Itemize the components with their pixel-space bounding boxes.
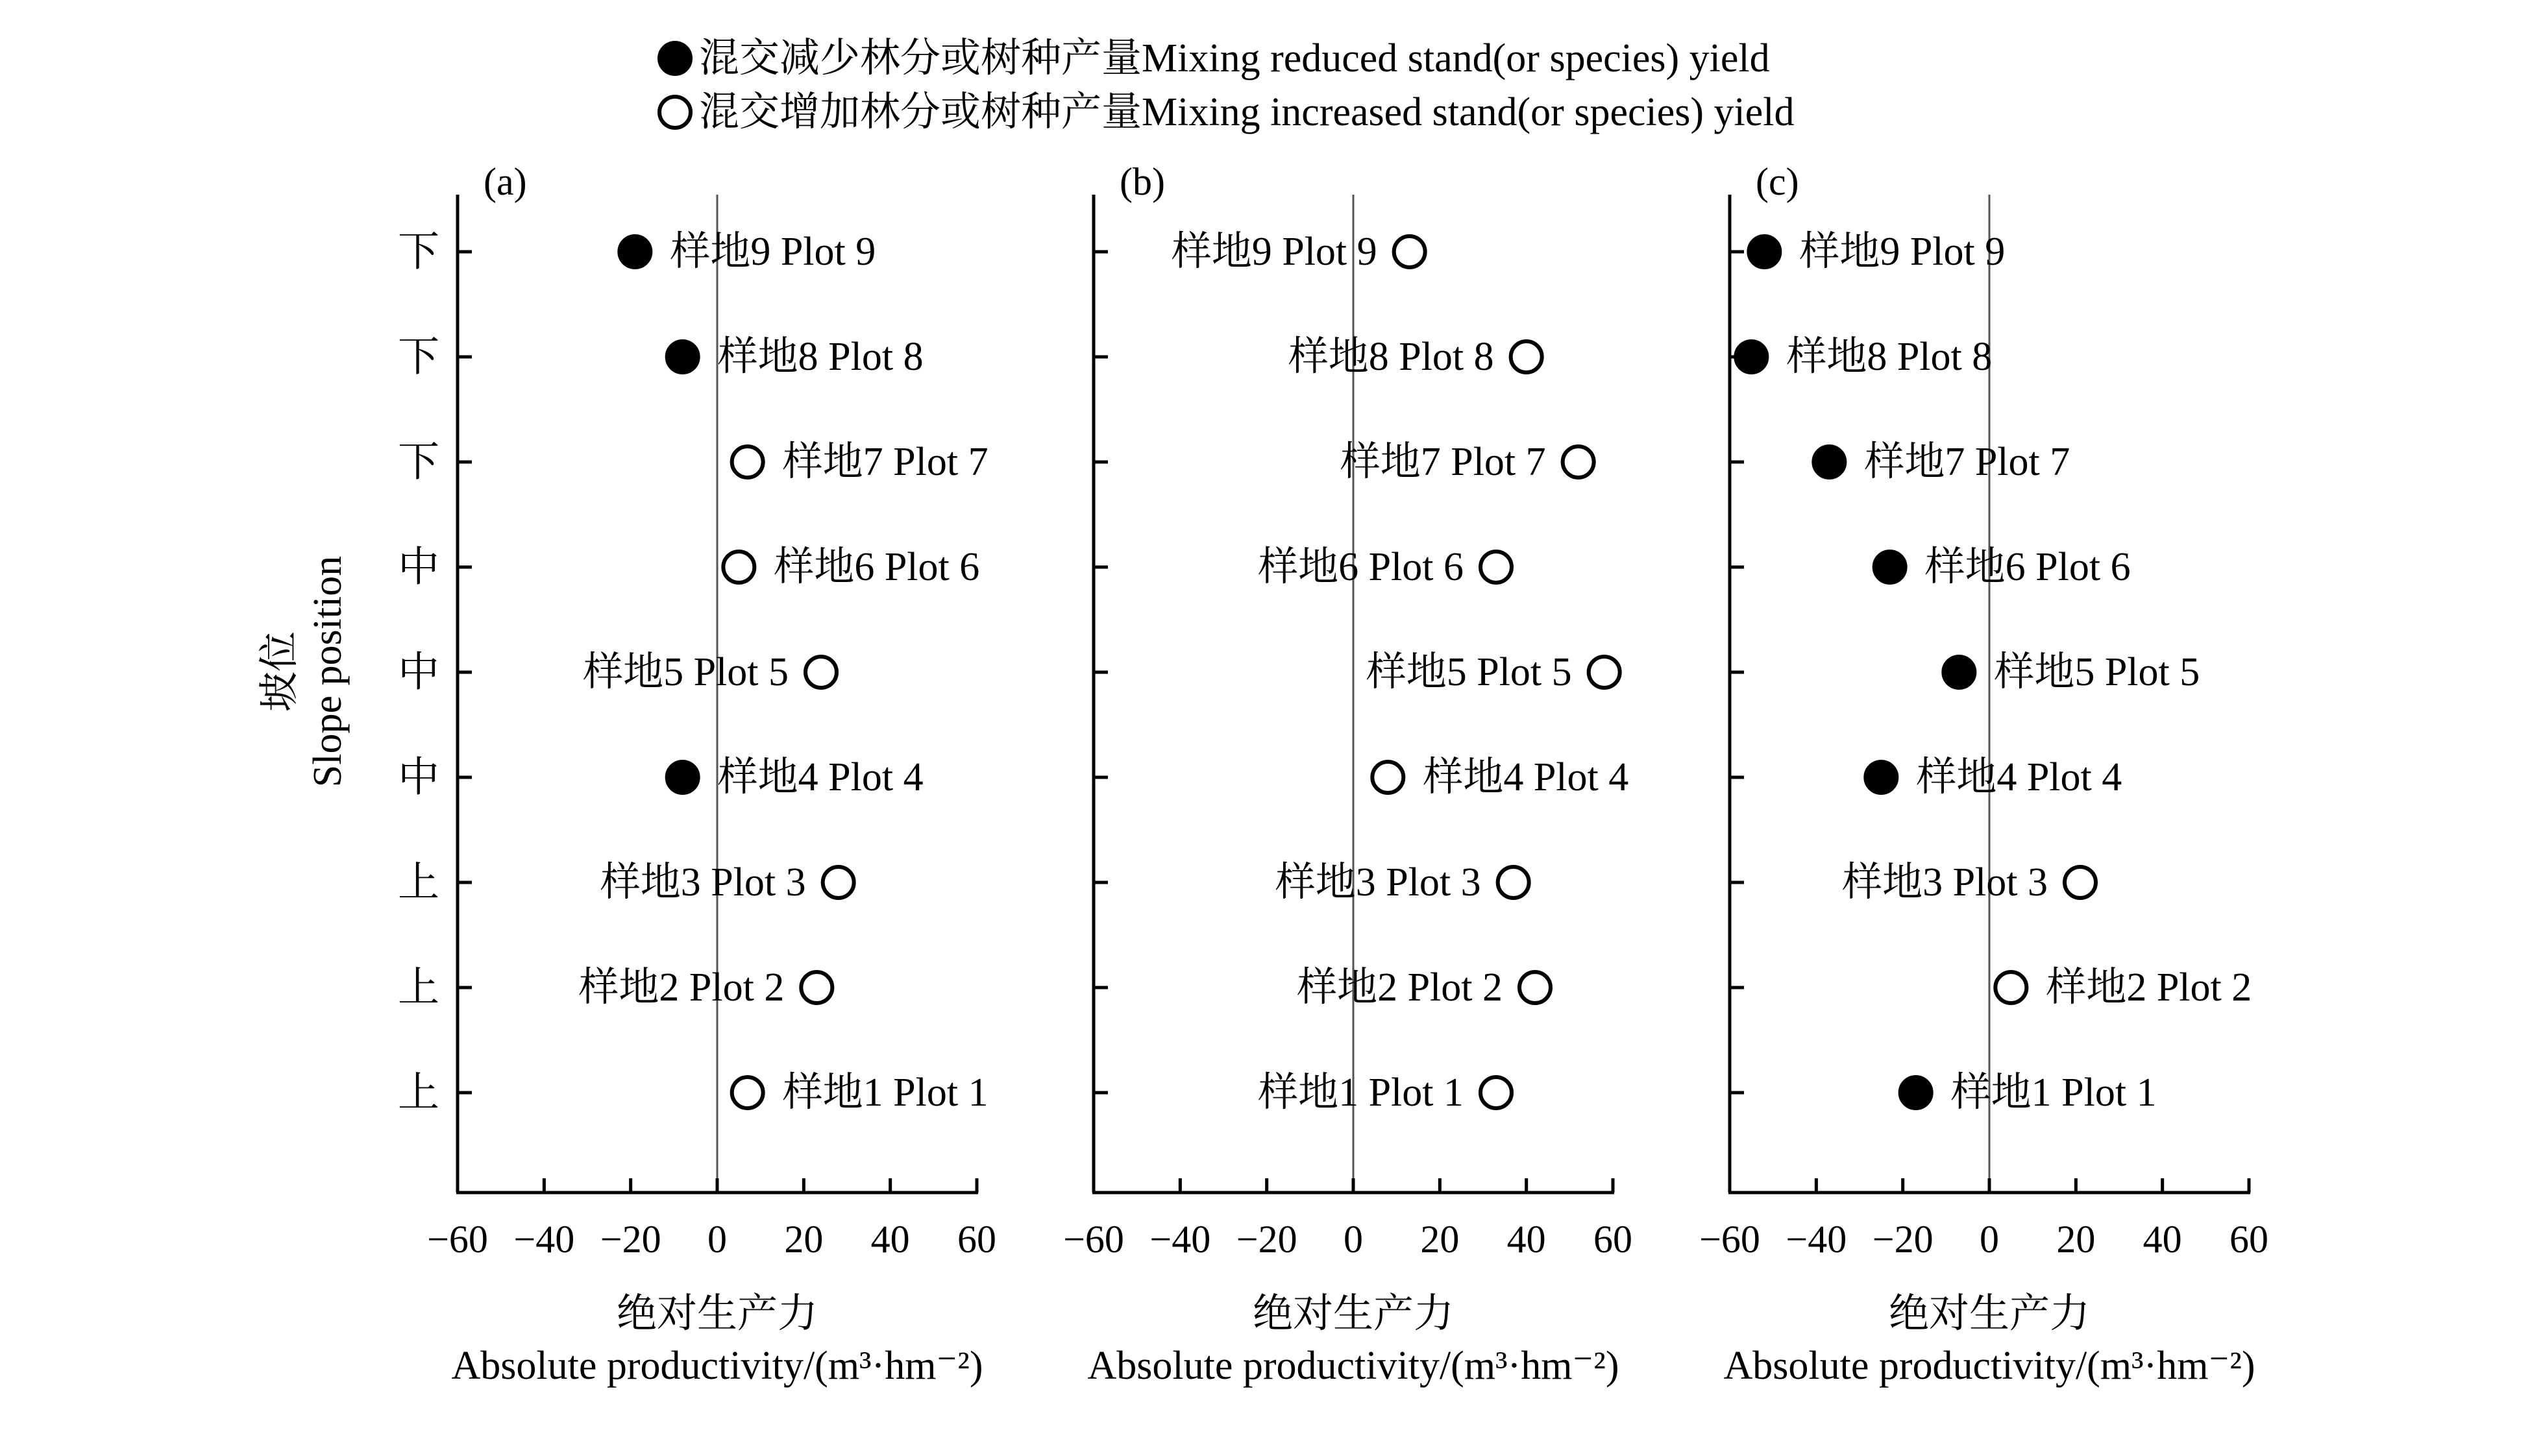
point-label: 样地4 Plot 4	[1916, 755, 2122, 799]
legend-filled-label: 混交减少林分或树种产量Mixing reduced stand(or species) yield	[699, 36, 1770, 80]
point-open	[801, 972, 832, 1003]
x-tick-label: 60	[957, 1218, 996, 1261]
point-label: 样地7 Plot 7	[1864, 440, 2070, 484]
legend-open-marker	[659, 97, 691, 128]
point-filled	[619, 236, 650, 267]
y-tick-label: 下	[398, 334, 439, 380]
panel-2	[1063, 160, 1632, 1388]
x-tick-label: −60	[427, 1218, 488, 1261]
point-label: 样地9 Plot 9	[670, 230, 876, 274]
point-label: 样地9 Plot 9	[1171, 230, 1377, 274]
point-open	[1519, 972, 1551, 1003]
panel-label: (c)	[1756, 160, 1799, 203]
legend-filled-marker	[659, 43, 691, 74]
point-filled	[667, 762, 698, 793]
y-tick-label: 下	[398, 228, 439, 275]
x-tick-label: 40	[1506, 1218, 1546, 1261]
point-label: 样地1 Plot 1	[782, 1071, 989, 1115]
panel-label: (b)	[1120, 160, 1165, 203]
x-axis-label-cn: 绝对生产力	[1888, 1292, 2091, 1336]
point-label: 样地6 Plot 6	[774, 545, 980, 589]
y-tick-label: 中	[398, 649, 439, 696]
point-filled	[1900, 1077, 1932, 1108]
point-open	[1995, 972, 2026, 1003]
point-label: 样地2 Plot 2	[2046, 965, 2252, 1010]
point-open	[1480, 552, 1512, 583]
x-tick-label: 60	[1593, 1218, 1632, 1261]
point-filled	[1865, 762, 1897, 793]
legend-open-label: 混交增加林分或树种产量Mixing increased stand(or species) yield	[699, 90, 1795, 134]
point-open	[723, 552, 754, 583]
point-label: 样地3 Plot 3	[600, 860, 806, 904]
legend	[659, 36, 1794, 134]
point-open	[1511, 341, 1542, 372]
point-label: 样地3 Plot 3	[1842, 860, 2048, 904]
point-filled	[667, 341, 698, 372]
point-open	[732, 1077, 763, 1108]
point-label: 样地6 Plot 6	[1258, 545, 1464, 589]
point-label: 样地5 Plot 5	[1366, 650, 1572, 694]
point-label: 样地7 Plot 7	[1340, 440, 1546, 484]
point-open	[1394, 236, 1425, 267]
point-label: 样地5 Plot 5	[583, 650, 789, 694]
point-label: 样地3 Plot 3	[1275, 860, 1481, 904]
y-tick-label: 上	[398, 859, 439, 906]
x-axis-label-en: Absolute productivity/(m³·hm⁻²)	[1087, 1344, 1619, 1388]
x-tick-label: −40	[1149, 1218, 1211, 1261]
panel-1	[398, 160, 996, 1388]
x-axis-label-en: Absolute productivity/(m³·hm⁻²)	[451, 1344, 983, 1388]
point-filled	[1813, 446, 1845, 478]
x-tick-label: −40	[513, 1218, 575, 1261]
y-tick-label: 中	[398, 544, 439, 590]
point-label: 样地7 Plot 7	[782, 440, 989, 484]
x-tick-label: 40	[870, 1218, 910, 1261]
x-tick-label: −20	[1872, 1218, 1934, 1261]
point-filled	[1943, 657, 1974, 688]
x-tick-label: 40	[2143, 1218, 2182, 1261]
point-label: 样地1 Plot 1	[1950, 1071, 2157, 1115]
y-tick-label: 下	[398, 439, 439, 485]
x-tick-label: 0	[707, 1218, 727, 1261]
x-tick-label: 0	[1344, 1218, 1363, 1261]
point-label: 样地5 Plot 5	[1994, 650, 2200, 694]
x-tick-label: −40	[1786, 1218, 1847, 1261]
point-label: 样地9 Plot 9	[1799, 230, 2006, 274]
x-tick-label: −60	[1063, 1218, 1124, 1261]
point-filled	[1736, 341, 1767, 372]
x-tick-label: −60	[1699, 1218, 1760, 1261]
panel-3	[1699, 160, 2268, 1388]
x-axis-label-cn: 绝对生产力	[616, 1292, 818, 1336]
point-filled	[1749, 236, 1780, 267]
point-open	[823, 867, 854, 898]
point-label: 样地4 Plot 4	[1423, 755, 1629, 799]
point-label: 样地2 Plot 2	[1297, 965, 1503, 1010]
x-tick-label: 0	[1980, 1218, 1999, 1261]
point-open	[732, 446, 763, 478]
point-label: 样地4 Plot 4	[717, 755, 924, 799]
point-label: 样地8 Plot 8	[1786, 335, 1993, 379]
x-tick-label: 60	[2229, 1218, 2268, 1261]
y-axis-label-en: Slope position	[306, 555, 350, 788]
x-tick-label: −20	[600, 1218, 661, 1261]
point-label: 样地2 Plot 2	[578, 965, 785, 1010]
x-tick-label: 20	[784, 1218, 824, 1261]
point-label: 样地1 Plot 1	[1258, 1071, 1464, 1115]
point-filled	[1874, 552, 1906, 583]
point-label: 样地8 Plot 8	[1288, 335, 1494, 379]
panel-label: (a)	[484, 160, 527, 203]
x-tick-label: 20	[2056, 1218, 2096, 1261]
x-axis-label-en: Absolute productivity/(m³·hm⁻²)	[1723, 1344, 2255, 1388]
x-tick-label: 20	[1420, 1218, 1460, 1261]
point-open	[1563, 446, 1594, 478]
point-label: 样地8 Plot 8	[717, 335, 924, 379]
x-tick-label: −20	[1236, 1218, 1297, 1261]
point-label: 样地6 Plot 6	[1924, 545, 2131, 589]
point-open	[1480, 1077, 1512, 1108]
y-tick-label: 上	[398, 964, 439, 1011]
y-tick-label: 中	[398, 754, 439, 801]
x-axis-label-cn: 绝对生产力	[1252, 1292, 1455, 1336]
point-open	[1372, 762, 1403, 793]
y-axis-label-cn: 坡位	[258, 631, 302, 712]
y-axis-title	[258, 556, 350, 788]
y-tick-label: 上	[398, 1069, 439, 1116]
point-open	[2065, 867, 2096, 898]
point-open	[1589, 657, 1620, 688]
point-open	[1498, 867, 1529, 898]
point-open	[805, 657, 837, 688]
